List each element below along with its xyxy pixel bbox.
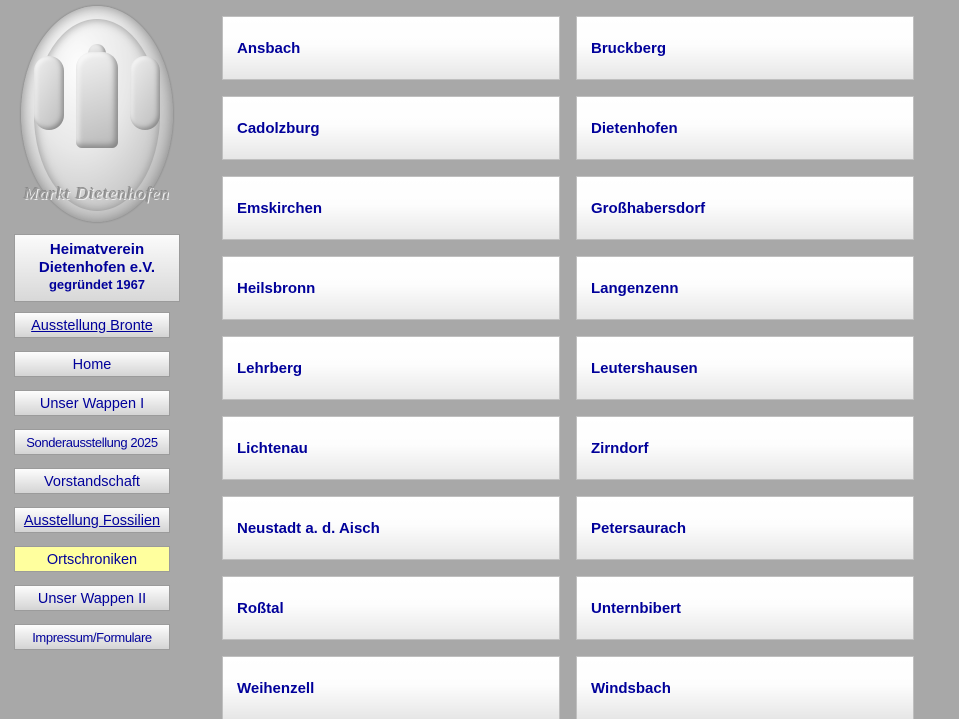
place-label: Emskirchen	[237, 199, 323, 217]
place-label: Dietenhofen	[591, 119, 678, 137]
place-card[interactable]	[576, 96, 914, 160]
place-card[interactable]	[222, 416, 560, 480]
place-column-right	[576, 16, 914, 719]
place-card[interactable]	[576, 176, 914, 240]
coat-of-arms-icon	[14, 4, 180, 226]
crest-scroll-right	[130, 56, 160, 130]
place-card[interactable]	[576, 336, 914, 400]
crest-inscription: Markt Dietenhofen	[24, 184, 170, 203]
sidebar-item-unser-wappen-i[interactable]: Unser Wappen I	[14, 390, 170, 416]
sidebar-item-home[interactable]: Home	[14, 351, 170, 377]
sidebar	[14, 4, 180, 663]
place-label: Zirndorf	[591, 439, 649, 457]
sidebar-title-line3: gegründet 1967	[48, 277, 146, 293]
place-card[interactable]	[222, 176, 560, 240]
place-card[interactable]	[576, 416, 914, 480]
place-column-left	[222, 16, 560, 719]
place-card[interactable]	[222, 656, 560, 719]
place-label: Bruckberg	[591, 39, 667, 57]
sidebar-title	[14, 234, 180, 302]
crest-scroll-left	[34, 56, 64, 130]
place-label: Unternbibert	[591, 599, 681, 617]
place-card[interactable]	[576, 576, 914, 640]
place-label: Weihenzell	[237, 679, 315, 697]
place-label: Großhabersdorf	[591, 199, 706, 217]
sidebar-item-ortschroniken[interactable]: Ortschroniken	[14, 546, 170, 572]
place-card[interactable]	[222, 16, 560, 80]
sidebar-item-ausstellung-fossilien[interactable]: Ausstellung Fossilien	[14, 507, 170, 533]
place-label: Ansbach	[237, 39, 301, 57]
place-card[interactable]	[576, 656, 914, 719]
place-label: Petersaurach	[591, 519, 687, 537]
sidebar-title-line2: Dietenhofen e.V.	[38, 258, 156, 276]
place-card[interactable]	[576, 16, 914, 80]
place-label: Cadolzburg	[237, 119, 320, 137]
place-label: Neustadt a. d. Aisch	[237, 519, 380, 537]
sidebar-item-ausstellung-bronte[interactable]: Ausstellung Bronte	[14, 312, 170, 338]
sidebar-item-sonderausstellung-2025[interactable]: Sonderausstellung 2025	[14, 429, 170, 455]
place-label: Heilsbronn	[237, 279, 316, 297]
crest-figure-body	[76, 52, 118, 148]
place-card[interactable]	[222, 256, 560, 320]
place-label: Leutershausen	[591, 359, 698, 377]
sidebar-title-line1: Heimatverein	[49, 241, 145, 258]
sidebar-item-unser-wappen-ii[interactable]: Unser Wappen II	[14, 585, 170, 611]
place-card[interactable]	[222, 576, 560, 640]
place-card[interactable]	[576, 496, 914, 560]
sidebar-item-vorstandschaft[interactable]: Vorstandschaft	[14, 468, 170, 494]
place-label: Langenzenn	[591, 279, 679, 297]
place-label: Lehrberg	[237, 359, 303, 377]
place-card[interactable]	[222, 96, 560, 160]
place-label: Windsbach	[591, 679, 671, 697]
sidebar-item-impressum-formulare[interactable]: Impressum/Formulare	[14, 624, 170, 650]
place-label: Roßtal	[237, 599, 284, 617]
place-card[interactable]	[576, 256, 914, 320]
place-card[interactable]	[222, 496, 560, 560]
place-card[interactable]	[222, 336, 560, 400]
place-label: Lichtenau	[237, 439, 308, 457]
